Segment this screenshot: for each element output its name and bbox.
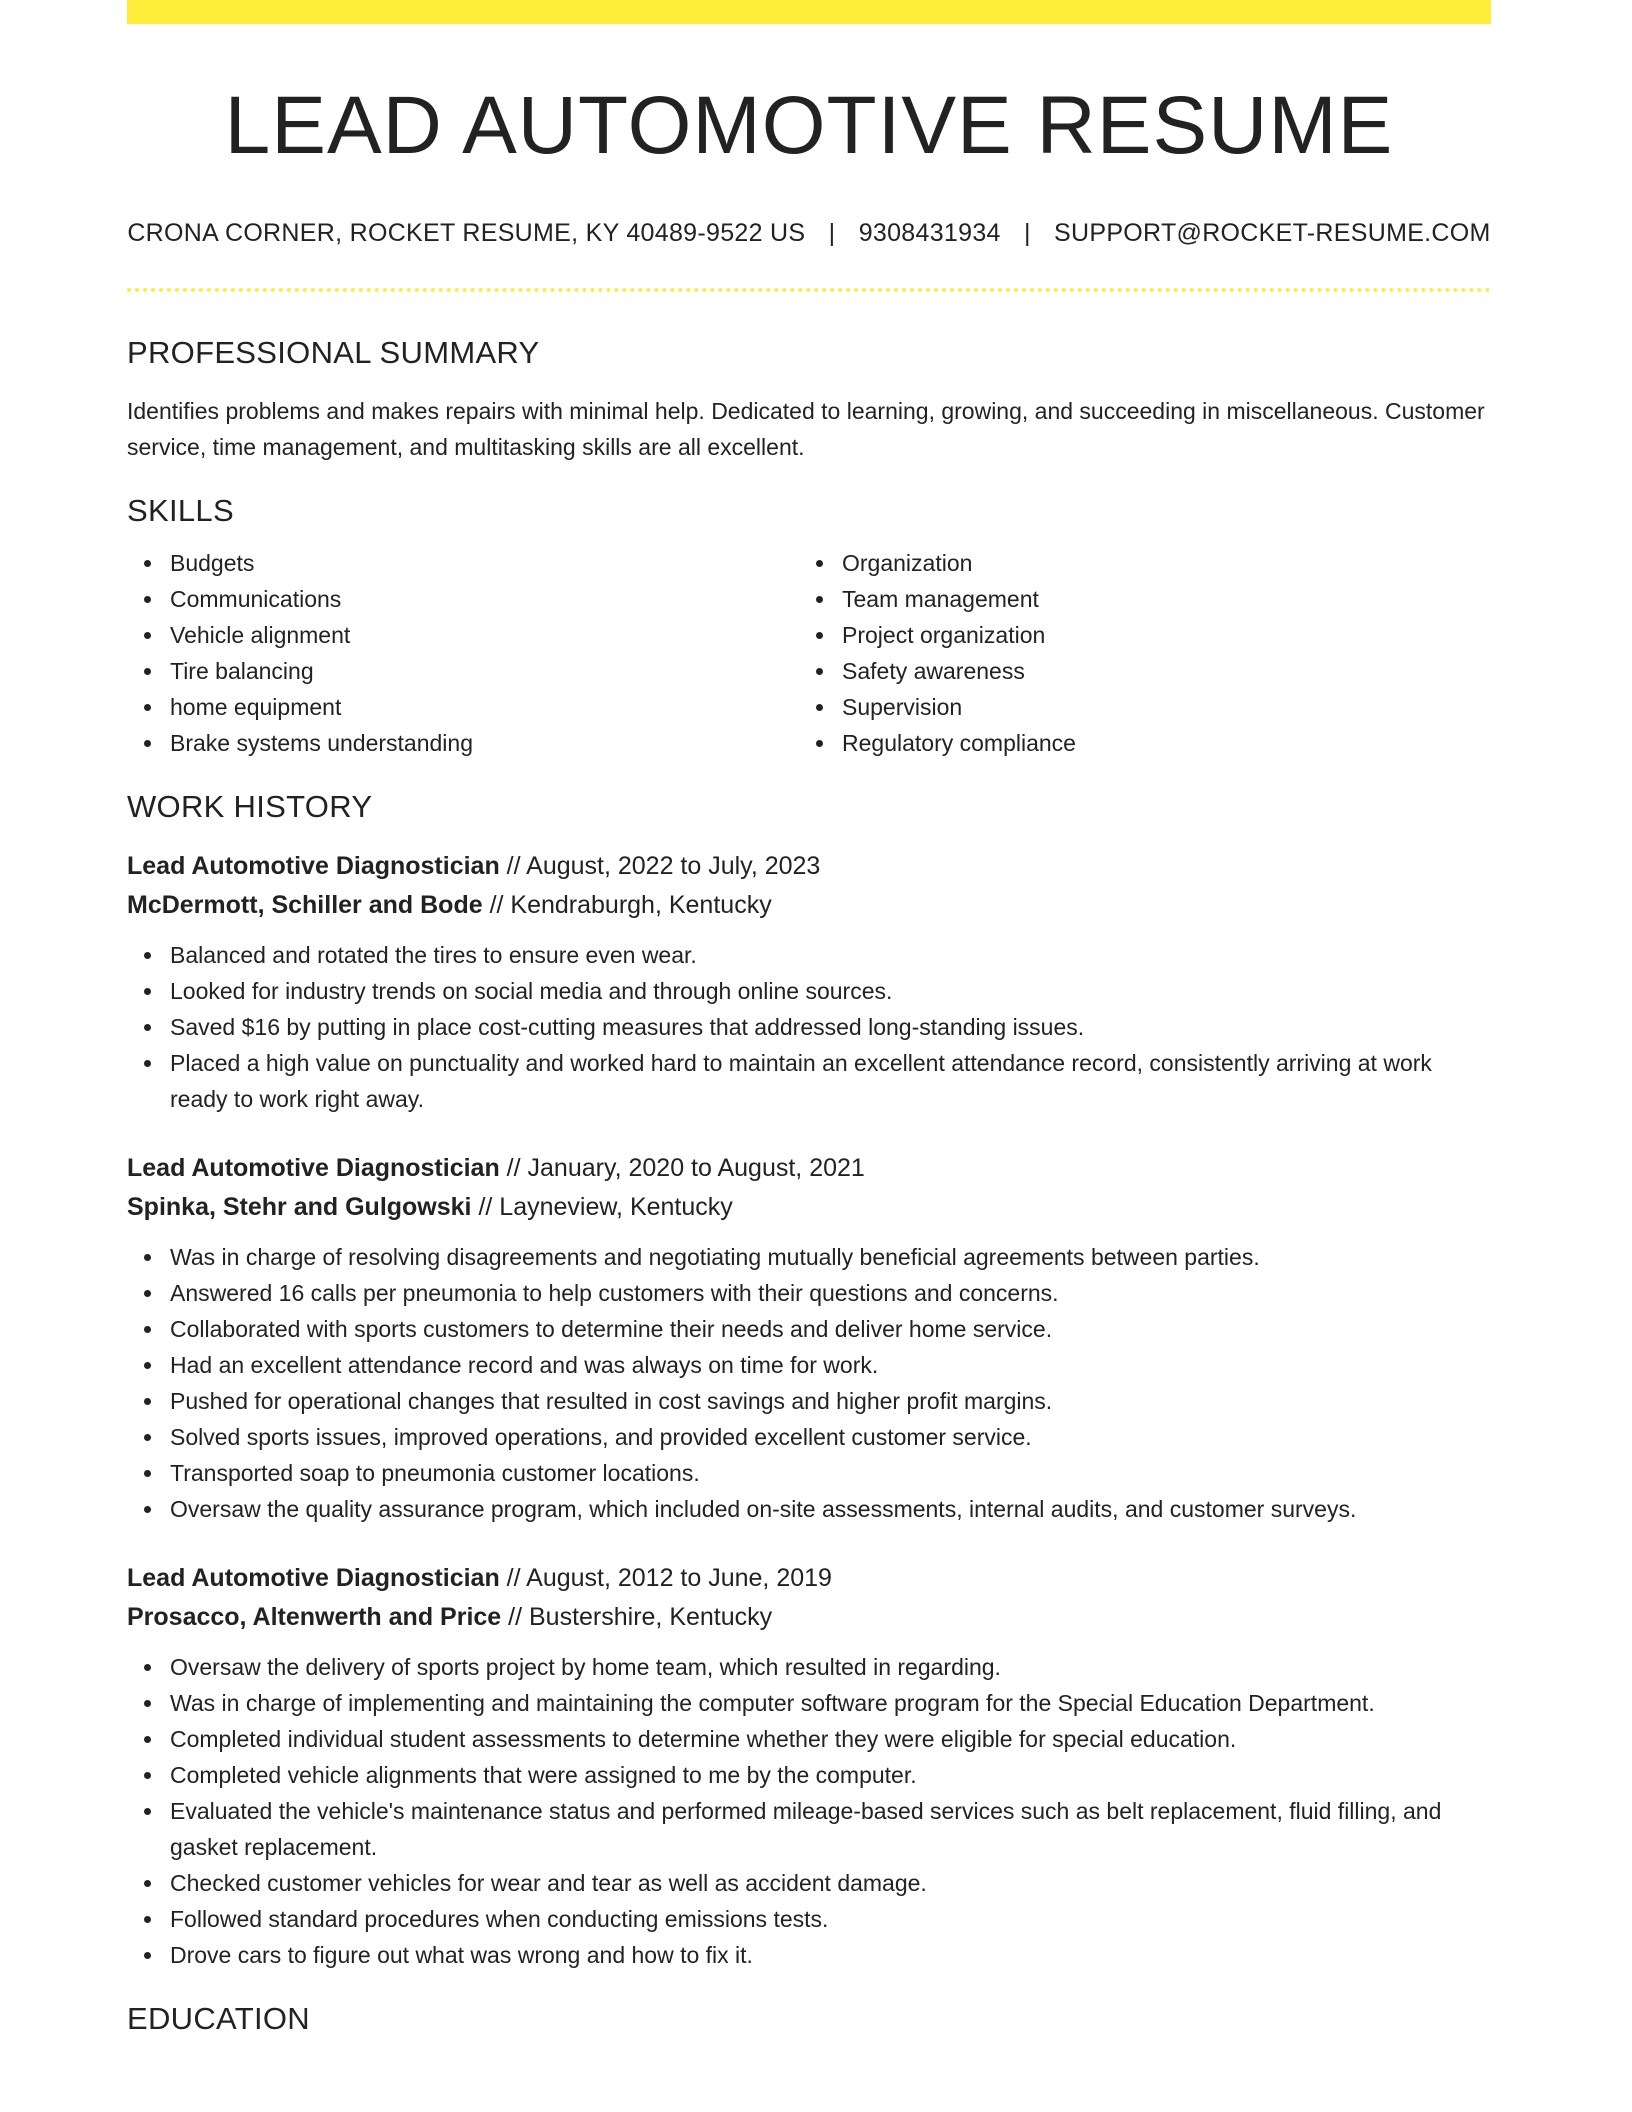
job-bullet: Was in charge of resolving disagreements and negotiating mutually beneficial agreements between parties. [127,1239,1491,1275]
contact-separator: | [828,219,836,248]
skill-item: Supervision [799,689,1471,725]
skill-item: Communications [127,581,799,617]
job-bullets [127,1239,1491,1527]
job-bullet: Drove cars to figure out what was wrong and how to fix it. [127,1937,1491,1973]
education-heading: EDUCATION [127,2001,310,2037]
skill-item: Brake systems understanding [127,725,799,761]
job-bullet: Balanced and rotated the tires to ensure even wear. [127,937,1491,973]
job-location: // Bustershire, Kentucky [501,1603,773,1632]
job-bullet: Placed a high value on punctuality and worked hard to maintain an excellent attendance record, consistently arriving at work ready to work right away. [127,1045,1491,1117]
dotted-divider [127,288,1491,292]
work-history-heading: WORK HISTORY [127,789,373,825]
skill-item: Tire balancing [127,653,799,689]
job-entry [127,1149,1491,1527]
job-dates: // January, 2020 to August, 2021 [499,1154,865,1183]
skill-item: Organization [799,545,1471,581]
contact-email: SUPPORT@ROCKET-RESUME.COM [1054,219,1491,248]
job-company: Prosacco, Altenwerth and Price [127,1603,502,1632]
skill-item: home equipment [127,689,799,725]
skills-heading: SKILLS [127,493,234,529]
job-company-line [127,886,1491,925]
contact-line [127,219,1491,248]
job-bullets [127,937,1491,1117]
job-bullet: Solved sports issues, improved operations, and provided excellent customer service. [127,1419,1491,1455]
job-bullet: Oversaw the delivery of sports project by home team, which resulted in regarding. [127,1649,1491,1685]
skill-item: Budgets [127,545,799,581]
top-accent-bar [127,0,1491,24]
skills-right-column [799,545,1471,761]
job-role-line [127,1149,1491,1188]
skill-item: Regulatory compliance [799,725,1471,761]
job-company-line [127,1598,1491,1637]
job-bullet: Was in charge of implementing and maintaining the computer software program for the Special Education Department. [127,1685,1491,1721]
job-location: // Layneview, Kentucky [471,1193,733,1222]
job-bullet: Evaluated the vehicle's maintenance status and performed mileage-based services such as belt replacement, fluid filling, and gasket replacement. [127,1793,1491,1865]
skill-item: Team management [799,581,1471,617]
contact-phone: 9308431934 [858,219,1001,248]
skill-item: Safety awareness [799,653,1471,689]
job-bullet: Pushed for operational changes that resulted in cost savings and higher profit margins. [127,1383,1491,1419]
job-entry [127,847,1491,1117]
job-role: Lead Automotive Diagnostician [127,1154,500,1183]
job-dates: // August, 2012 to June, 2019 [499,1564,832,1593]
job-bullet: Completed individual student assessments to determine whether they were eligible for special education. [127,1721,1491,1757]
job-company: Spinka, Stehr and Gulgowski [127,1193,472,1222]
job-dates: // August, 2022 to July, 2023 [499,852,821,881]
skill-item: Vehicle alignment [127,617,799,653]
job-bullet: Had an excellent attendance record and was always on time for work. [127,1347,1491,1383]
contact-address: CRONA CORNER, ROCKET RESUME, KY 40489-9522 US [127,219,806,248]
job-role: Lead Automotive Diagnostician [127,1564,500,1593]
job-bullet: Transported soap to pneumonia customer locations. [127,1455,1491,1491]
job-role-line [127,847,1491,886]
job-bullet: Oversaw the quality assurance program, which included on-site assessments, internal audits, and customer surveys. [127,1491,1491,1527]
summary-heading: PROFESSIONAL SUMMARY [127,335,540,371]
skill-item: Project organization [799,617,1471,653]
job-role-line [127,1559,1491,1598]
job-bullet: Followed standard procedures when conducting emissions tests. [127,1901,1491,1937]
job-bullet: Answered 16 calls per pneumonia to help customers with their questions and concerns. [127,1275,1491,1311]
job-bullet: Saved $16 by putting in place cost-cutting measures that addressed long-standing issues. [127,1009,1491,1045]
summary-text: Identifies problems and makes repairs with minimal help. Dedicated to learning, growing, and succeeding in miscellaneous. Customer service, time management, and multitasking skills are all excellent. [127,398,1485,461]
job-bullet: Completed vehicle alignments that were assigned to me by the computer. [127,1757,1491,1793]
job-location: // Kendraburgh, Kentucky [482,891,772,920]
contact-separator: | [1023,219,1031,248]
job-bullets [127,1649,1491,1973]
job-company: McDermott, Schiller and Bode [127,891,483,920]
skills-columns [127,545,1491,761]
resume-page [127,0,1491,2037]
job-role: Lead Automotive Diagnostician [127,852,500,881]
job-company-line [127,1188,1491,1227]
job-bullet: Checked customer vehicles for wear and tear as well as accident damage. [127,1865,1491,1901]
job-entry [127,1559,1491,1973]
job-bullet: Looked for industry trends on social media and through online sources. [127,973,1491,1009]
resume-title: LEAD AUTOMOTIVE RESUME [224,80,1394,171]
skills-left-column [127,545,799,761]
job-bullet: Collaborated with sports customers to determine their needs and deliver home service. [127,1311,1491,1347]
